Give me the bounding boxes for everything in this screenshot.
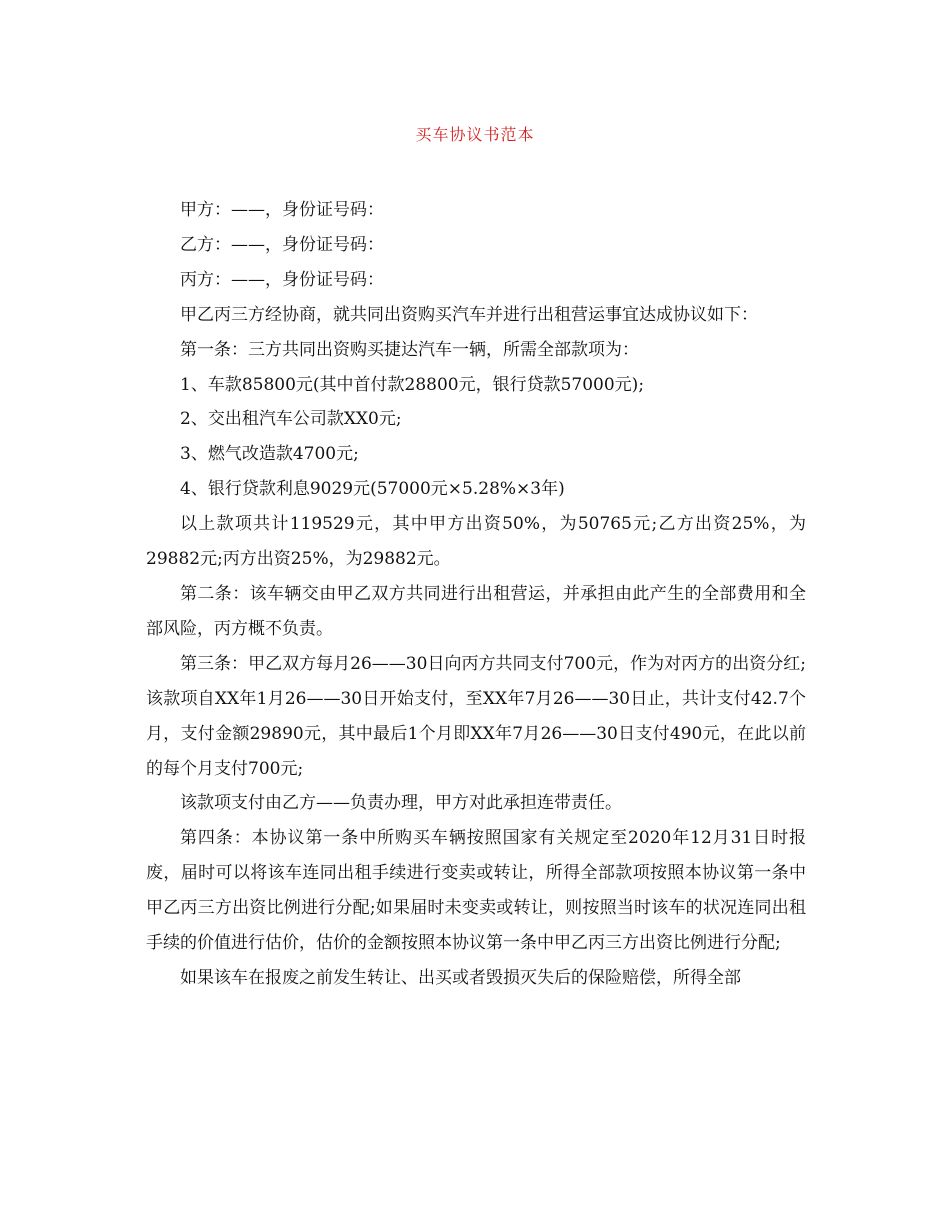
item-4-loan-interest: 4、银行贷款利息9029元(57000元×5.28%×3年) — [180, 479, 565, 500]
transfer-clause-paragraph: 如果该车在报废之前发生转让、出买或者毁损灭失后的保险赔偿，所得全部 — [180, 967, 741, 988]
party-b-line: 乙方：——，身份证号码： — [180, 234, 384, 255]
item-2-taxi-company-fee: 2、交出租汽车公司款XX0元; — [180, 409, 402, 430]
article-1-heading: 第一条：三方共同出资购买捷达汽车一辆，所需全部款项为： — [180, 339, 639, 360]
article-2-paragraph: 第二条：该车辆交由甲乙双方共同进行出租营运，并承担由此产生的全部费用和全部风险，丙方概不负责。 — [146, 583, 806, 639]
total-contribution-paragraph: 以上款项共计119529元，其中甲方出资50%，为50765元;乙方出资25%，为29882元;丙方出资25%，为29882元。 — [146, 514, 806, 570]
party-c-line: 丙方：——，身份证号码： — [180, 269, 384, 290]
article-3-paragraph: 第三条：甲乙双方每月26——30日向丙方共同支付700元，作为对丙方的出资分红;该款项自XX年1月26——30日开始支付，至XX年7月26——30日止，共计支付42.7个月，支付金额29890元，其中最后1个月即XX年7月26——30日支付490元，在此以前的每个月支付700元; — [146, 653, 806, 779]
document-title: 买车协议书范本 — [415, 125, 535, 144]
payment-responsibility-paragraph: 该款项支付由乙方——负责办理，甲方对此承担连带责任。 — [180, 793, 622, 814]
article-4-paragraph: 第四条：本协议第一条中所购买车辆按照国家有关规定至2020年12月31日时报废，届时可以将该车连同出租手续进行变卖或转让，所得全部款项按照本协议第一条中甲乙丙三方出资比例进行分配;如果届时未变卖或转让，则按照当时该车的状况连同出租手续的价值进行估价，估价的金额按照本协议第一条中甲乙丙三方出资比例进行分配; — [146, 828, 806, 954]
document-body — [146, 193, 806, 996]
preamble-paragraph: 甲乙丙三方经协商，就共同出资购买汽车并进行出租营运事宜达成协议如下： — [180, 304, 758, 325]
party-a-line: 甲方：——，身份证号码： — [180, 200, 384, 220]
item-3-gas-conversion: 3、燃气改造款4700元; — [180, 444, 359, 465]
item-1-vehicle-price: 1、车款85800元(其中首付款28800元，银行贷款57000元); — [180, 374, 645, 395]
